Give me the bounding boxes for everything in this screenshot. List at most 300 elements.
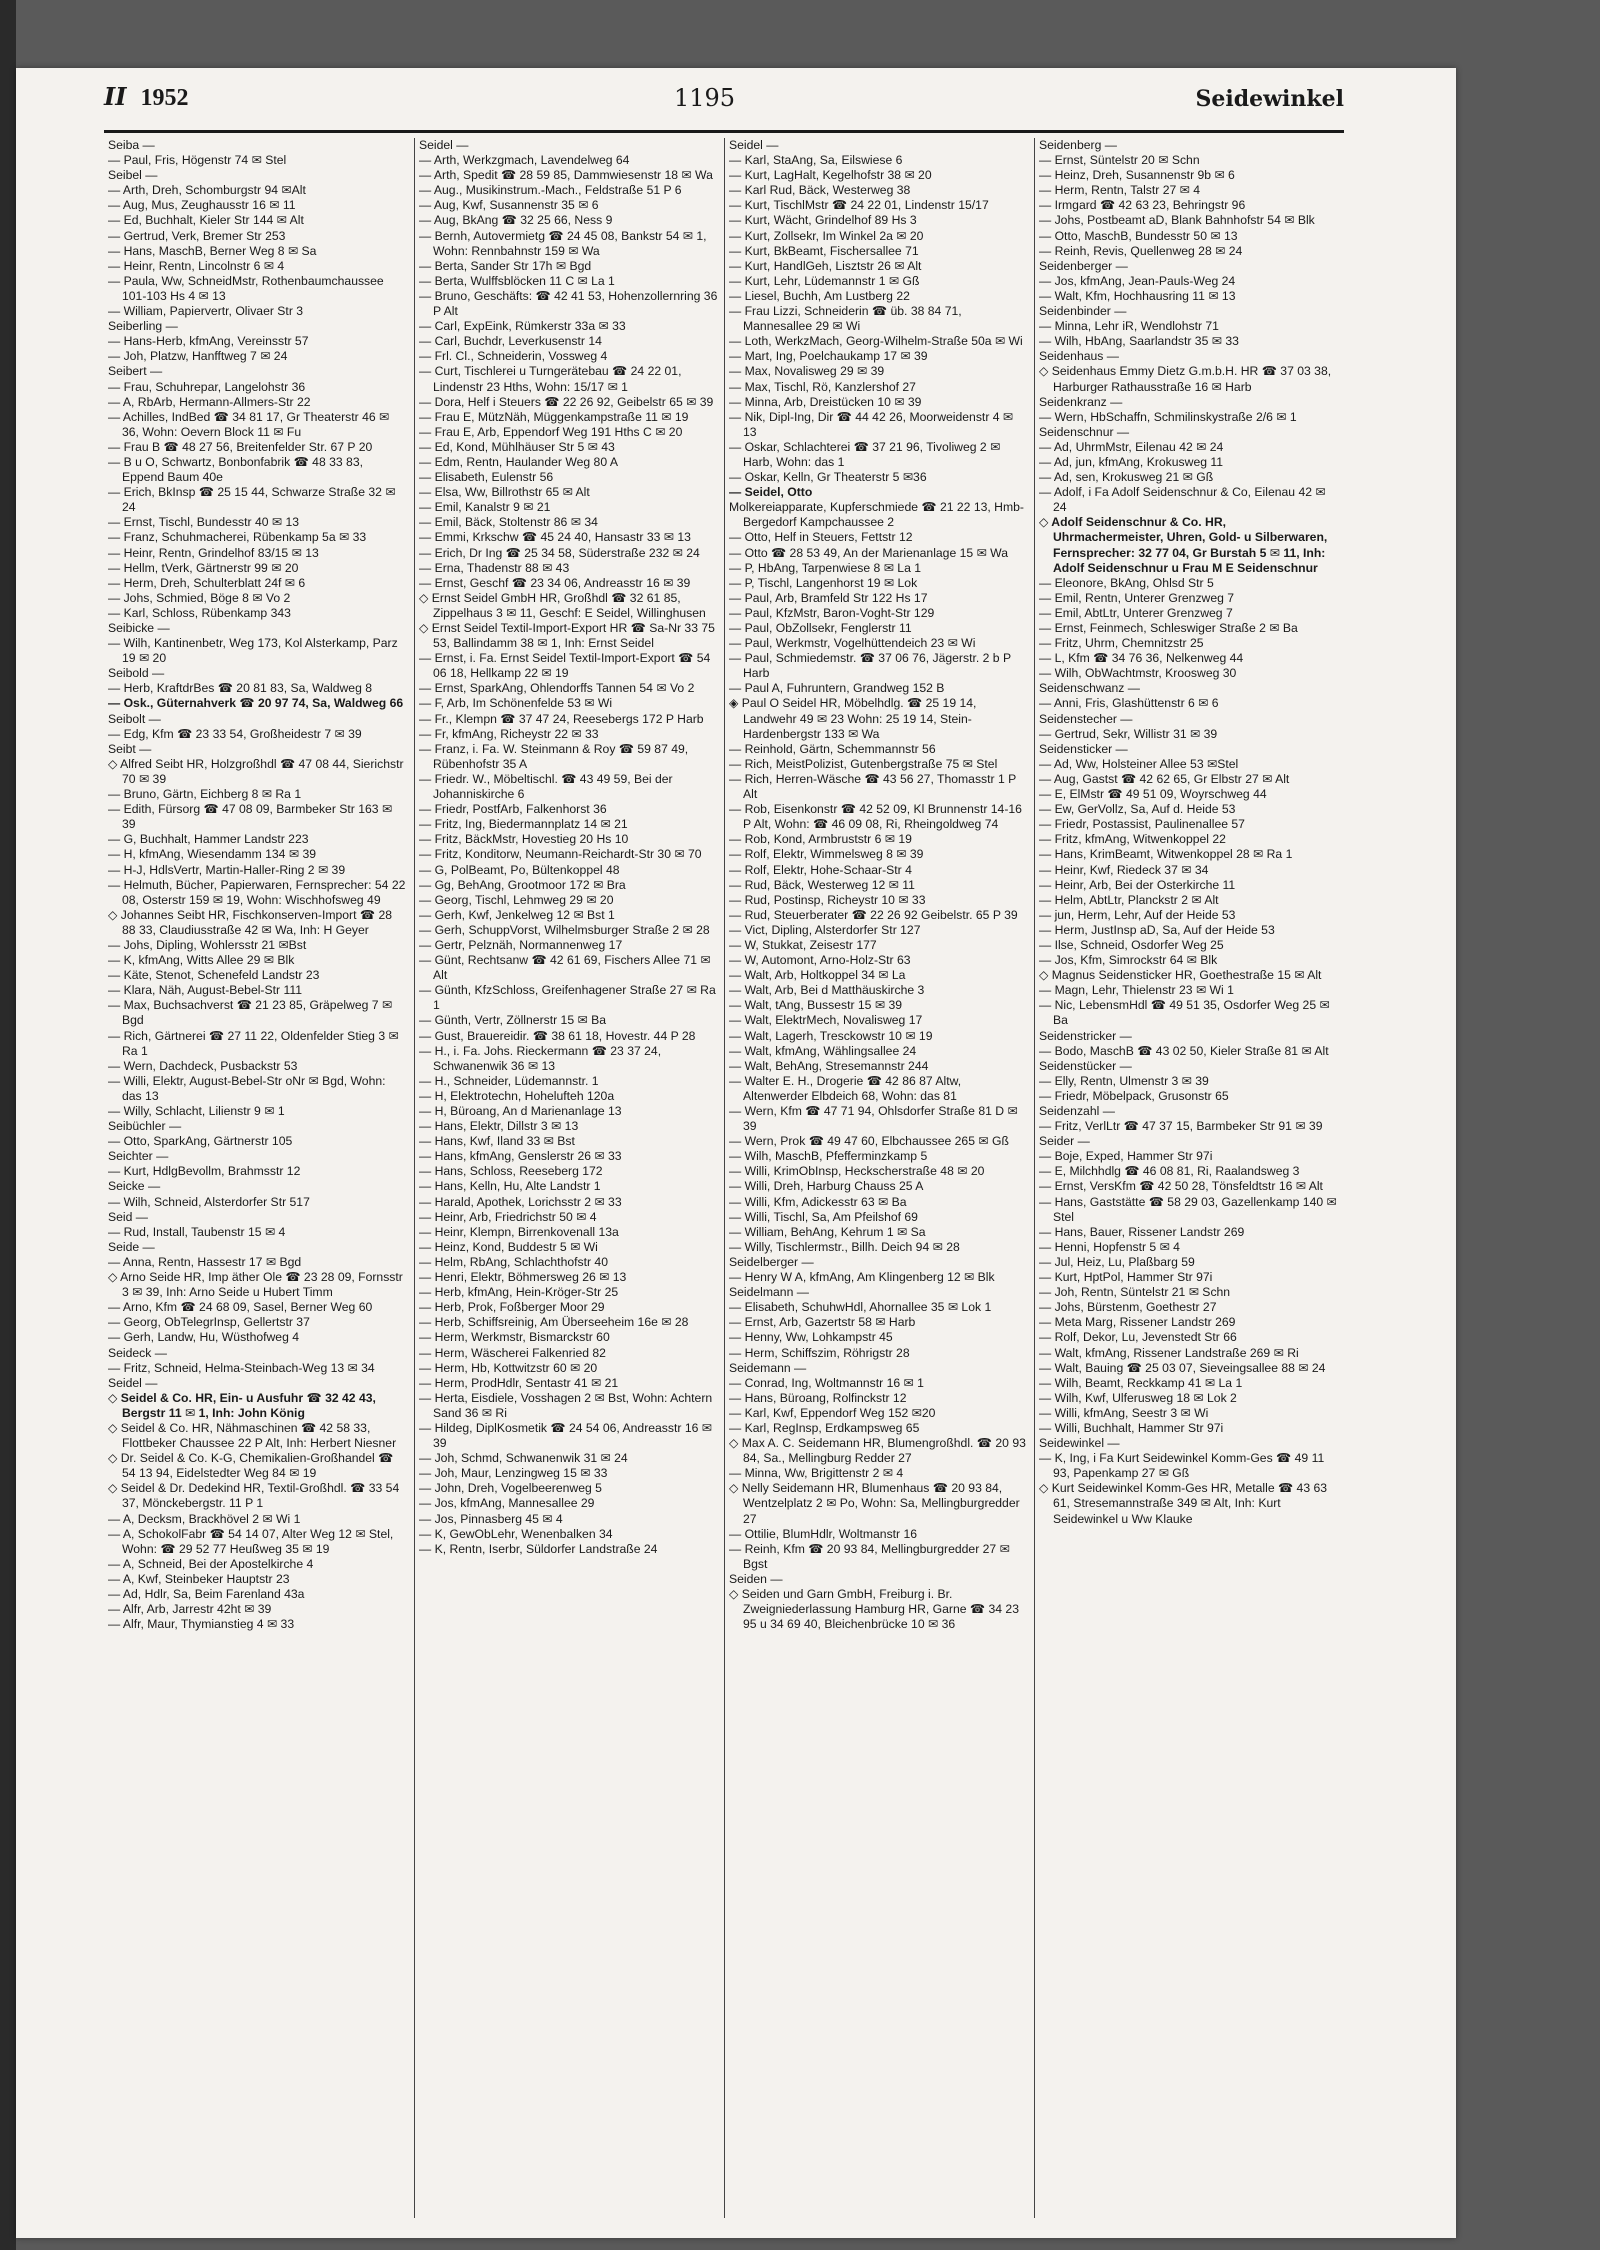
surname-heading: Seiberling — [108,319,178,334]
directory-entry: — Harald, Apothek, Lorichsstr 2 ✉ 33 [419,1194,622,1209]
surname-heading: Seibold — [108,666,165,681]
directory-entry: — Klara, Näh, August-Bebel-Str 111 [108,983,302,998]
directory-entry: ◇ Alfred Seibt HR, Holzgroßhdl ☎ 47 08 44, Sierichstr 70 ✉ 39 [108,756,404,786]
directory-entry: — Herm, Dreh, Schulterblatt 24f ✉ 6 [108,575,306,590]
directory-entry: — Fr., Klempn ☎ 37 47 24, Reesebergs 172 P Harb [419,711,704,726]
directory-entry: — Hans, Schloss, Reeseberg 172 [419,1164,603,1179]
directory-entry: — Ad, Hdlr, Sa, Beim Farenland 43a [108,1587,305,1601]
directory-entry: — G, PolBeamt, Po, Bültenkoppel 48 [419,862,620,877]
directory-entry: — Aug, Kwf, Susannenstr 35 ✉ 6 [419,198,599,213]
surname-heading: Seibüchler — [108,1119,182,1134]
directory-entry: — Otto, MaschB, Bundesstr 50 ✉ 13 [1039,228,1238,243]
directory-entry: — A, Kwf, Steinbeker Hauptstr 23 [108,1571,290,1586]
directory-entry: — Rolf, Elektr, Wimmelsweg 8 ✉ 39 [729,847,924,862]
directory-entry: — Wern, HbSchaffn, Schmilinskystraße 2/6 ✉ 1 [1039,409,1297,424]
directory-entry: — Kurt, HdlgBevollm, Brahmsstr 12 [108,1164,301,1179]
directory-entry: — Kurt, HandlGeh, Lisztstr 26 ✉ Alt [729,258,922,273]
surname-heading: Seidelberger — [729,1254,814,1269]
directory-entry: — Günth, Vertr, Zöllnerstr 15 ✉ Ba [419,1013,607,1028]
directory-entry: — Wern, Dachdeck, Pusbackstr 53 [108,1058,298,1073]
directory-entry: — Wilh, ObWachtmstr, Krooswеg 30 [1039,666,1237,681]
surname-heading: Seidenberg — [1039,138,1117,152]
page-number: 1195 [674,84,736,112]
directory-entry: — Wilh, Schneid, Alsterdorfer Str 517 [108,1194,310,1209]
directory-entry: — Minna, Ww, Brigittenstr 2 ✉ 4 [729,1466,904,1481]
directory-entry: — Willy, Tischlermstr., Billh. Deich 94 ✉ 28 [729,1239,960,1254]
directory-entry: — Carl, ExpEink, Rümkerstr 33a ✉ 33 [419,319,626,334]
directory-entry: — Ernst, Geschf ☎ 23 34 06, Andreasstr 16 ✉ 39 [419,575,691,590]
directory-entry: — Johs, Schmied, Böge 8 ✉ Vo 2 [108,590,291,605]
directory-entry: — Friedr, PostfArb, Falkenhorst 36 [419,802,607,817]
directory-entry: — Nic, LebensmHdl ☎ 49 51 35, Osdorfer Weg 25 ✉ Ba [1039,998,1330,1028]
directory-entry: — Kurt, Lehr, Lüdemannstr 1 ✉ Gß [729,273,920,288]
directory-entry: — Willy, Schlacht, Lilienstr 9 ✉ 1 [108,1104,285,1118]
directory-entry: — Jos, Kfm, Simrockstr 64 ✉ Blk [1039,953,1218,968]
directory-entry: — Willi, kfmAng, Seestr 3 ✉ Wi [1039,1405,1209,1420]
surname-heading: Seibel — [108,168,158,183]
directory-entry: — Edm, Rentn, Haulander Weg 80 A [419,454,618,469]
directory-entry: — Mart, Ing, Poelchaukamp 17 ✉ 39 [729,349,928,364]
volume-label: II [104,82,127,111]
directory-entry: — Paul, Arb, Bramfeld Str 122 Hs 17 [729,590,928,605]
directory-entry: — John, Dreh, Vogelbeerenweg 5 [419,1481,602,1496]
directory-entry: — Arno, Kfm ☎ 24 68 09, Sasel, Berner Weg 60 [108,1300,373,1315]
directory-entry: — Hans, Elektr, Dillstr 3 ✉ 13 [419,1119,579,1134]
directory-entry: — Ew, GerVollz, Sa, Auf d. Heide 53 [1039,802,1236,817]
directory-entry: — Fritz, VerlLtr ☎ 47 37 15, Barmbeker Str 91 ✉ 39 [1039,1119,1323,1134]
directory-entry: — Conrad, Ing, Woltmannstr 16 ✉ 1 [729,1375,924,1390]
directory-entry: — Hans, Kelln, Hu, Alte Landstr 1 [419,1179,601,1194]
directory-entry: ◇ Johannes Seibt HR, Fischkonserven-Import ☎ 28 88 33, Claudiusstraße 42 ✉ Wa, Inh: H Geyer [108,907,392,937]
directory-entry: — Osk., Güternahverk ☎ 20 97 74, Sa, Waldweg 66 [108,696,404,711]
directory-entry: — Paul, Fris, Högenstr 74 ✉ Stel [108,153,287,168]
directory-entry: — Aug, BkAng ☎ 32 25 66, Ness 9 [419,213,613,228]
directory-entry: — Oskar, Schlachterei ☎ 37 21 96, Tivoliweg 2 ✉ Harb, Wohn: das 1 [729,439,1001,469]
surname-heading: Seibicke — [108,621,170,635]
directory-entry: — K, kfmAng, Witts Allee 29 ✉ Blk [108,953,295,968]
directory-entry: — Kurt, LagHalt, Kegelhofstr 38 ✉ 20 [729,168,932,183]
directory-entry: ◇ Seiden und Garn GmbH, Freiburg i. Br. Zweigniederlassung Hamburg HR, Garne ☎ 34 23 95 u 34 69 40, Bleichenbrücke 10 ✉ 36 [729,1587,1019,1632]
directory-entry: — Ottilie, BlumHdlr, Woltmanstr 16 [729,1526,918,1541]
directory-entry: — Jos, Pinnasberg 45 ✉ 4 [419,1511,563,1526]
directory-entry: — Emil, Kanalstr 9 ✉ 21 [419,500,551,515]
directory-entry: — W, Stukkat, Zeisestr 177 [729,937,877,952]
directory-entry: — Ed, Buchhalt, Kieler Str 144 ✉ Alt [108,213,304,228]
directory-entry: ◇ Kurt Seidewinkel Komm-Ges HR, Metalle ☎ 43 63 61, Stresemannstraße 349 ✉ Alt, Inh: Kurt Seidewinkel u Ww Klauke [1039,1481,1328,1526]
directory-entry: — Max, Novalisweg 29 ✉ 39 [729,364,885,379]
directory-entry: ◇ Seidel & Co. HR, Ein- u Ausfuhr ☎ 32 42 43, Bergstr 11 ✉ 1, Inh: John König [108,1390,376,1420]
directory-entry: — Walt, Arb, Holtkoppel 34 ✉ La [729,968,906,983]
directory-entry: — Willi, Buchhalt, Hammer Str 97i [1039,1420,1224,1435]
directory-entry: — Paul, Werkmstr, Vogelhüttendeich 23 ✉ Wi [729,636,976,651]
directory-entry: — Walter E. H., Drogerie ☎ 42 86 87 Altw, Altenwerder Elbdeich 68, Wohn: das 81 [729,1073,962,1103]
directory-entry: — Hans, KrimBeamt, Witwenkoppel 28 ✉ Ra 1 [1039,847,1293,862]
directory-entry: — Helm, AbtLtr, Planckstr 2 ✉ Alt [1039,892,1219,907]
directory-entry: — Walt, Bauing ☎ 25 03 07, Sieveingsallee 88 ✉ 24 [1039,1360,1326,1375]
directory-entry: — Fritz, kfmAng, Witwenkoppel 22 [1039,832,1226,847]
directory-entry: — Hans-Herb, kfmAng, Vereinsstr 57 [108,334,309,349]
header-rule [104,130,1344,133]
directory-entry: — Willi, Dreh, Harburg Chauss 25 A [729,1179,924,1194]
directory-entry: — A, RbArb, Hermann-Allmers-Str 22 [108,394,311,409]
directory-entry: — Walt, tAng, Bussestr 15 ✉ 39 [729,998,903,1013]
directory-entry: — Paula, Ww, SchneidMstr, Rothenbaumchaussee 101-103 Hs 4 ✉ 13 [108,273,384,303]
directory-entry: — Anni, Fris, Glashüttenstr 6 ✉ 6 [1039,696,1219,711]
directory-entry: — Eleonore, BkAng, Ohlsd Str 5 [1039,575,1214,590]
surname-heading: Seid — [108,1209,148,1224]
directory-entry: — Alfr, Maur, Thymianstieg 4 ✉ 33 [108,1617,295,1632]
directory-entry: — Ernst, Süntelstr 20 ✉ Schn [1039,153,1200,168]
directory-entry: — Gust, Brauereidir. ☎ 38 61 18, Hovestr. 44 P 28 [419,1028,696,1043]
directory-entry: — Arth, Spedit ☎ 28 59 85, Dammwiesenstr 18 ✉ Wa [419,168,713,183]
directory-entry: — Magn, Lehr, Thielenstr 23 ✉ Wi 1 [1039,983,1234,998]
directory-entry: — A, SchokolFabr ☎ 54 14 07, Alter Weg 12 ✉ Stel, Wohn: ☎ 29 52 77 Heußweg 35 ✉ 19 [108,1526,394,1556]
directory-entry: — Willi, Tischl, Sa, Am Pfeilshof 69 [729,1209,918,1224]
directory-entry: — Johs, Bürstenm, Goethestr 27 [1039,1300,1217,1315]
directory-entry: — Gertrud, Sekr, Willistr 31 ✉ 39 [1039,726,1218,741]
surname-heading: Seidenstricker — [1039,1028,1132,1043]
directory-entry: — Käte, Stenot, Schenefeld Landstr 23 [108,968,320,983]
directory-entry: — K, Ing, i Fa Kurt Seidewinkel Komm-Ges ☎ 49 11 93, Papenkamp 27 ✉ Gß [1039,1451,1325,1481]
directory-entry: — Curt, Tischlerei u Turngerätebau ☎ 24 22 01, Lindenstr 23 Hths, Wohn: 15/17 ✉ 1 [419,364,682,394]
directory-entry: ◇ Max A. C. Seidemann HR, Blumengroßhdl. ☎ 20 93 84, Sa., Mellingburg Redder 27 [729,1436,1026,1466]
section-running-head: Seidewinkel [1195,86,1344,112]
directory-entry: — Rich, MeistPolizist, Gutenbergstraße 75 ✉ Stel [729,756,998,771]
directory-entry: — Jos, kfmAng, Jean-Pauls-Weg 24 [1039,273,1236,288]
directory-entry: — Johs, Postbeamt aD, Blank Bahnhofstr 54 ✉ Blk [1039,213,1315,228]
directory-entry: ◇ Seidenhaus Emmy Dietz G.m.b.H. HR ☎ 37 03 38, Harburger Rathausstraße 16 ✉ Harb [1039,364,1332,394]
directory-entry: ◇ Nelly Seidemann HR, Blumenhaus ☎ 20 93 84, Wentzelplatz 2 ✉ Po, Wohn: Sa, Mellingburgredder 27 [729,1481,1020,1526]
directory-entry: Molkereiapparate, Kupferschmiede ☎ 21 22 13, Hmb-Bergedorf Kampchaussee 2 [729,500,1024,530]
directory-entry: — Joh, Maur, Lenzingweg 15 ✉ 33 [419,1466,608,1481]
directory-entry: — Hans, Kwf, Iland 33 ✉ Bst [419,1134,575,1149]
directory-entry: — Ernst, Arb, Gazertstr 58 ✉ Harb [729,1315,916,1330]
directory-entry: — Oskar, Kelln, Gr Theaterstr 5 ✉36 [729,470,927,485]
directory-entry: — Heinz, Dreh, Susannenstr 9b ✉ 6 [1039,168,1235,183]
directory-entry: — Heinr, Klempn, Birrenkovenall 13a [419,1224,619,1239]
directory-entry: — Seidel, Otto [729,485,813,500]
directory-entry: — Arth, Werkzgmach, Lavendelweg 64 [419,153,630,168]
directory-entry: — Georg, ObTelegrInsp, Gellertstr 37 [108,1315,310,1330]
directory-entry: — Gerh, Kwf, Jenkelweg 12 ✉ Bst 1 [419,907,615,922]
directory-entry: ◈ Paul O Seidel HR, Möbelhdlg. ☎ 25 19 14, Landwehr 49 ✉ 23 Wohn: 25 19 14, Stein-Hardenbergstr 133 ✉ Wa [729,696,977,741]
surname-heading: Seidemann — [729,1360,807,1375]
directory-entry: — Dora, Helf i Steuers ☎ 22 26 92, Geibelstr 65 ✉ 39 [419,394,714,409]
directory-entry: — Friedr, Postassist, Paulinenallee 57 [1039,817,1245,832]
directory-entry: — P, Tischl, Langenhorst 19 ✉ Lok [729,575,918,590]
directory-entry: — Hans, Büroang, Rolfinckstr 12 [729,1390,907,1405]
directory-entry: — William, Papiervertr, Olivaer Str 3 [108,304,304,319]
directory-entry: — Irmgard ☎ 42 63 23, Behringstr 96 [1039,198,1246,213]
directory-entry: — Herm, Rentn, Talstr 27 ✉ 4 [1039,183,1201,198]
directory-entry: — Hans, Gaststätte ☎ 58 29 03, Gazellenkamp 140 ✉ Stel [1039,1194,1337,1224]
directory-entry: — Ad, sen, Krokusweg 21 ✉ Gß [1039,470,1214,485]
surname-heading: Seidel — [108,1375,158,1390]
directory-entry: — Gertrud, Verk, Bremer Str 253 [108,228,286,243]
directory-entry: — Wern, Prok ☎ 49 47 60, Elbchaussee 265 ✉ Gß [729,1134,1009,1149]
surname-heading: Seibt — [108,741,152,756]
directory-entry: — Heinr, Rentn, Lincolnstr 6 ✉ 4 [108,258,285,273]
directory-entry: — Herb, KraftdrBes ☎ 20 81 83, Sa, Waldweg 8 [108,681,373,696]
directory-entry: — Wilh, Kantinenbetr, Weg 173, Kol Alsterkamp, Parz 19 ✉ 20 [108,636,398,666]
surname-heading: Seidenstücker — [1039,1058,1132,1073]
directory-entry: — Gerh, Landw, Hu, Wüsthofweg 4 [108,1330,300,1345]
directory-entry: — Friedr, Möbelpack, Grusonstr 65 [1039,1088,1229,1103]
directory-entry: — Walt, Kfm, Hochhausring 11 ✉ 13 [1039,288,1236,303]
directory-entry: — L, Kfm ☎ 34 76 36, Nelkenweg 44 [1039,651,1244,666]
column-2 [414,138,724,2218]
directory-entry: — Karl, RegInsp, Erdkampsweg 65 [729,1420,920,1435]
directory-entry: — K, GewObLehr, Wenenbalken 34 [419,1526,613,1541]
directory-entry: — Hans, kfmAng, Genslerstr 26 ✉ 33 [419,1149,622,1164]
directory-entry: — A, Schneid, Bei der Apostelkirche 4 [108,1556,314,1571]
directory-entry: — Frl. Cl., Schneiderin, Vossweg 4 [419,349,608,364]
directory-entry: — Fritz, Schneid, Helma-Steinbach-Weg 13 ✉ 34 [108,1360,375,1375]
directory-entry: — Günth, KfzSchloss, Greifenhagener Straße 27 ✉ Ra 1 [419,983,716,1013]
directory-entry: — Reinh, Revis, Quellenweg 28 ✉ 24 [1039,243,1243,258]
directory-entry: — Karl, Kwf, Eppendorf Weg 152 ✉20 [729,1405,936,1420]
surname-heading: Seiden — [729,1571,783,1586]
book-binding-edge [0,0,16,2250]
directory-entry: — Joh, Rentn, Süntelstr 21 ✉ Schn [1039,1285,1231,1300]
directory-entry: — Rob, Kond, Armbruststr 6 ✉ 19 [729,832,912,847]
directory-entry: — Ernst, Feinmech, Schleswiger Straße 2 ✉ Ba [1039,621,1298,635]
directory-entry: — Alfr, Arb, Jarrestr 42ht ✉ 39 [108,1602,272,1617]
directory-entry: — H, Elektrotechn, Hohelufteh 120a [419,1088,615,1103]
directory-entry: — Gertr, Pelznäh, Normannenweg 17 [419,937,623,952]
directory-entry: — Ad, jun, kfmAng, Krokusweg 11 [1039,454,1224,469]
surname-heading: Seideck — [108,1345,167,1360]
directory-entry: — Willi, Elektr, August-Bebel-Str oNr ✉ Bgd, Wohn: das 13 [108,1073,386,1103]
directory-entry: — Liesel, Buchh, Am Lustberg 22 [729,288,910,303]
directory-entry: — Herm, ProdHdlr, Sentastr 41 ✉ 21 [419,1375,619,1390]
surname-heading: Seiba — [108,138,155,152]
surname-heading: Seider — [1039,1134,1090,1149]
directory-entry: — Kurt, TischlMstr ☎ 24 22 01, Lindenstr 15/17 [729,198,989,213]
directory-entry: — Wern, Kfm ☎ 47 71 94, Ohlsdorfer Straße 81 D ✉ 39 [729,1104,1018,1134]
directory-entry: — Fritz, BäckMstr, Hovestieg 20 Hs 10 [419,832,629,847]
directory-entry: — H, kfmAng, Wiesendamm 134 ✉ 39 [108,847,316,862]
directory-entry: — Frau E, MützNäh, Müggenkampstraße 11 ✉ 19 [419,409,689,424]
directory-entry: — Ad, Ww, Holsteiner Allee 53 ✉Stel [1039,756,1239,771]
directory-entry: — H., Schneider, Lüdemannstr. 1 [419,1073,599,1088]
directory-entry: — Frau B ☎ 48 27 56, Breitenfelder Str. 67 P 20 [108,439,373,454]
directory-entry: — Walt, kfmAng, Rissener Landstraße 269 ✉ Ri [1039,1345,1299,1360]
directory-entry: — Anna, Rentn, Hassestr 17 ✉ Bgd [108,1254,302,1269]
directory-entry: ◇ Seidel & Co. HR, Nähmaschinen ☎ 42 58 33, Flottbeker Chaussee 22 P Alt, Inh: Herbert Niesner [108,1420,397,1451]
directory-entry: — Rolf, Elektr, Hohe-Schaar-Str 4 [729,862,912,877]
directory-entry: — Kurt, Wächt, Grindelhof 89 Hs 3 [729,213,917,228]
directory-entry: — F, Arb, Im Schönenfelde 53 ✉ Wi [419,696,613,711]
directory-entry: — Paul, Schmiedemstr. ☎ 37 06 76, Jägerstr. 2 b P Harb [729,651,1011,681]
directory-entry: ◇ Dr. Seidel & Co. K-G, Chemikalien-Großhandel ☎ 54 13 94, Eidelstedter Weg 84 ✉ 19 [108,1451,394,1481]
directory-entry: — Hans, Bauer, Rissener Landstr 269 [1039,1224,1245,1239]
directory-entry: — Jul, Heiz, Lu, Plaßbarg 59 [1039,1254,1195,1269]
directory-entry: — Hans, MaschB, Berner Weg 8 ✉ Sa [108,243,317,258]
directory-entry: — K, Rentn, Iserbr, Süldorfer Landstraße 24 [419,1541,658,1556]
surname-heading: Seibolt — [108,711,161,726]
directory-entry: — Franz, Schuhmacherei, Rübenkamp 5a ✉ 33 [108,530,367,545]
directory-entry: — Karl, StaAng, Sa, Eilswiese 6 [729,153,903,168]
directory-entry: — Erna, Thadenstr 88 ✉ 43 [419,560,570,575]
directory-entry: — Loth, WerkzMach, Georg-Wilhelm-Straße 50a ✉ Wi [729,334,1023,349]
directory-entry: ◇ Arno Seide HR, Imp äther Ole ☎ 23 28 09, Fornsstr 3 ✉ 39, Inh: Arno Seide u Hubert Timm [108,1270,403,1300]
directory-entry: — Paul, KfzMstr, Baron-Voght-Str 129 [729,605,935,620]
directory-entry: — Hildeg, DiplKosmetik ☎ 24 54 06, Andreasstr 16 ✉ 39 [419,1420,712,1451]
directory-entry: — Walt, BehAng, Stresemannstr 244 [729,1058,929,1073]
surname-heading: Seidelmann — [729,1285,809,1300]
directory-entry: — Achilles, IndBed ☎ 34 81 17, Gr Theaterstr 46 ✉ 36, Wohn: Oevern Block 11 ✉ Fu [108,409,390,439]
directory-entry: — Max, Buchsachverst ☎ 21 23 85, Gräpelweg 7 ✉ Bgd [108,998,393,1028]
directory-entry: — Hellm, tVerk, Gärtnerstr 99 ✉ 20 [108,560,299,575]
directory-entry: — Helm, RbAng, Schlachthofstr 40 [419,1254,608,1269]
directory-entry: — Karl Rud, Bäck, Westerweg 38 [729,183,911,198]
directory-entry: — Ad, UhrmMstr, Eilenau 42 ✉ 24 [1039,439,1224,454]
directory-entry: — Willi, KrimObInsp, Heckscherstraße 48 ✉ 20 [729,1164,985,1179]
directory-entry: — Walt, ElektrMech, Novalisweg 17 [729,1013,923,1028]
directory-entry: — Minna, Arb, Dreistücken 10 ✉ 39 [729,394,922,409]
directory-entry: — E, Milchhdlg ☎ 46 08 81, Ri, Raalandsweg 3 [1039,1164,1300,1179]
directory-entry: — Friedr. W., Möbeltischl. ☎ 43 49 59, Bei der Johanniskirche 6 [419,771,673,802]
directory-entry: — H., i. Fa. Johs. Rieckermann ☎ 23 37 24, Schwanenwik 36 ✉ 13 [419,1043,662,1073]
directory-entry: — Frau E, Arb, Eppendorf Weg 191 Hths C ✉ 20 [419,424,683,439]
surname-heading: Seide — [108,1239,155,1254]
directory-entry: — Heinz, Kond, Buddestr 5 ✉ Wi [419,1239,598,1254]
directory-entry: — Bernh, Autovermietg ☎ 24 45 08, Bankstr 54 ✉ 1, Wohn: Rennbahnstr 159 ✉ Wa [419,228,707,258]
directory-entry: — Berta, Sander Str 17h ✉ Bgd [419,258,592,273]
directory-entry: — Frau, Schuhrepar, Langelohstr 36 [108,379,306,394]
directory-entry: — Wilh, Kwf, Ulferusweg 18 ✉ Lok 2 [1039,1390,1237,1405]
directory-entry: — Rich, Herren-Wäsche ☎ 43 56 27, Thomasstr 1 P Alt [729,771,1017,802]
directory-entry: — Wilh, MaschB, Pfefferminzkamp 5 [729,1149,928,1164]
directory-entry: — Helmuth, Bücher, Papierwaren, Fernsprecher: 54 22 08, Osterstr 159 ✉ 19, Wohn: Wischhofsweg 49 [108,877,406,907]
directory-entry: — Kurt, BkBeamt, Fischersallee 71 [729,243,919,258]
surname-heading: Seidenstecher — [1039,711,1133,726]
directory-entry: — Aug, Gastst ☎ 42 62 65, Gr Elbstr 27 ✉ Alt [1039,771,1290,786]
directory-entry: — Paul, ObZollsekr, Fenglerstr 11 [729,621,912,635]
directory-entry: — Fritz, Konditorw, Neumann-Reichardt-Str 30 ✉ 70 [419,847,702,862]
directory-entry: — Wilh, Beamt, Reckkamp 41 ✉ La 1 [1039,1375,1243,1390]
directory-entry: ◇ Magnus Seidensticker HR, Goethestraße 15 ✉ Alt [1039,968,1322,983]
directory-entry: — Rud, Steuerberater ☎ 22 26 92 Geibelstr. 65 P 39 [729,907,1018,922]
directory-entry: ◇ Adolf Seidenschnur & Co. HR, Uhrmachermeister, Uhren, Gold- u Silberwaren, Fernsprecher: 32 77 04, Gr Burstah 5 ✉ 11, Inh: Adolf Seidenschnur u Frau M E Seidenschnur [1039,515,1328,575]
year-label: 1952 [140,85,189,111]
directory-entry: — Rud, Postinsp, Richeystr 10 ✉ 33 [729,892,926,907]
directory-entry: — Rolf, Dekor, Lu, Jevenstedt Str 66 [1039,1330,1237,1345]
directory-entry: — Max, Tischl, Rö, Kanzlershof 27 [729,379,916,394]
directory-entry: — Henri, Elektr, Böhmersweg 26 ✉ 13 [419,1270,627,1285]
directory-entry: — Aug., Musikinstrum.-Mach., Feldstraße 51 P 6 [419,183,682,198]
directory-entry: — Jos, kfmAng, Mannesallee 29 [419,1496,595,1511]
surname-heading: Seidenschnur — [1039,424,1130,439]
directory-entry: — Berta, Wulffsblöcken 11 C ✉ La 1 [419,273,615,288]
directory-entry: — Erich, Dr Ing ☎ 25 34 58, Süderstraße 232 ✉ 24 [419,545,700,560]
directory-entry: — Henni, Hopfenstr 5 ✉ 4 [1039,1239,1180,1254]
directory-entry: — Arth, Dreh, Schomburgstr 94 ✉Alt [108,183,306,198]
directory-entry: — G, Buchhalt, Hammer Landstr 223 [108,832,309,847]
directory-columns [104,138,1344,2218]
directory-entry: — Gg, BehAng, Grootmoor 172 ✉ Bra [419,877,626,892]
directory-entry: — E, ElMstr ☎ 49 51 09, Woyrschweg 44 [1039,787,1267,802]
directory-entry: — Boje, Exped, Hammer Str 97i [1039,1149,1213,1164]
directory-entry: — Ernst, Tischl, Bundesstr 40 ✉ 13 [108,515,300,530]
directory-entry: — Rud, Install, Taubenstr 15 ✉ 4 [108,1224,286,1239]
directory-entry: — Gerh, SchuppVorst, Wilhelmsburger Straße 2 ✉ 28 [419,922,710,937]
directory-entry: — Carl, Buchdr, Leverkusenstr 14 [419,334,602,349]
directory-entry: — Elsa, Ww, Billrothstr 65 ✉ Alt [419,485,590,500]
directory-entry: — Aug, Mus, Zeughausstr 16 ✉ 11 [108,198,296,213]
surname-heading: Seidensticker — [1039,741,1128,756]
directory-entry: — Emil, Bäck, Stoltenstr 86 ✉ 34 [419,515,598,530]
directory-entry: — Reinh, Kfm ☎ 20 93 84, Mellingburgredder 27 ✉ Bgst [729,1541,1010,1571]
directory-entry: — Ernst, VersKfm ☎ 42 50 28, Tönsfeldtstr 16 ✉ Alt [1039,1179,1323,1194]
directory-entry: — Fritz, Uhrm, Chemnitzstr 25 [1039,636,1204,651]
directory-entry: — Herb, kfmAng, Hein-Kröger-Str 25 [419,1285,619,1300]
directory-entry: — Heinr, Arb, Friedrichstr 50 ✉ 4 [419,1209,597,1224]
directory-entry: — P, HbAng, Tarpenwiese 8 ✉ La 1 [729,560,922,575]
directory-entry: — Henny, Ww, Lohkampstr 45 [729,1330,893,1345]
directory-entry: — Ed, Kond, Mühlhäuser Str 5 ✉ 43 [419,439,615,454]
directory-entry: — Walt, Arb, Bei d Matthäuskirche 3 [729,983,925,998]
directory-entry: — Elisabeth, Eulenstr 56 [419,470,554,485]
directory-entry: — Walt, kfmAng, Wählingsallee 24 [729,1043,917,1058]
directory-entry: — Otto, Helf in Steuers, Fettstr 12 [729,530,913,545]
directory-entry: — Emmi, Krkschw ☎ 45 24 40, Hansastr 33 ✉ 13 [419,530,691,545]
column-3 [724,138,1034,2218]
directory-entry: — William, BehAng, Kehrum 1 ✉ Sa [729,1224,926,1239]
directory-entry: — Fritz, Ing, Biedermannplatz 14 ✉ 21 [419,817,628,832]
directory-entry: — Nik, Dipl-Ing, Dir ☎ 44 42 26, Moorweidenstr 4 ✉ 13 [729,409,1014,439]
directory-entry: — Rob, Eisenkonstr ☎ 42 52 09, Kl Brunnenstr 14-16 P Alt, Wohn: ☎ 46 09 08, Ri, Rheingoldweg 74 [729,802,1022,832]
directory-entry: — Bruno, Gärtn, Eichberg 8 ✉ Ra 1 [108,787,302,802]
directory-entry: — Herta, Eisdiele, Vosshagen 2 ✉ Bst, Wohn: Achtern Sand 36 ✉ Ri [419,1390,713,1420]
directory-entry: — Emil, Rentn, Unterer Grenzweg 7 [1039,590,1235,605]
directory-entry: — Ernst, i. Fa. Ernst Seidel Textil-Import-Export ☎ 54 06 18, Hellkamp 22 ✉ 19 [419,651,711,681]
directory-entry: — Ilse, Schneid, Osdorfer Weg 25 [1039,937,1224,952]
directory-entry: ◇ Seidel & Dr. Dedekind HR, Textil-Großhdl. ☎ 33 54 37, Mönckebergstr. 11 P 1 [108,1481,400,1511]
directory-entry: — Herm, Schiffszim, Röhrigstr 28 [729,1345,910,1360]
surname-heading: Seidenschwanz — [1039,681,1140,696]
column-4 [1034,138,1344,2218]
directory-entry: — Günt, Rechtsanw ☎ 42 61 69, Fischers Allee 71 ✉ Alt [419,953,711,983]
directory-entry: — Edith, Fürsorg ☎ 47 08 09, Barmbeker Str 163 ✉ 39 [108,802,393,832]
directory-entry: — Rud, Bäck, Westerweg 12 ✉ 11 [729,877,915,892]
surname-heading: Seidenberger — [1039,258,1128,273]
directory-entry: — Henry W A, kfmAng, Am Klingenberg 12 ✉ Blk [729,1270,995,1285]
directory-entry: — Otto, SparkAng, Gärtnerstr 105 [108,1134,293,1149]
directory-entry: — Heinr, Arb, Bei der Osterkirche 11 [1039,877,1236,892]
directory-entry: — Walt, Lagerh, Tresckowstr 10 ✉ 19 [729,1028,933,1043]
page-header [104,82,1344,122]
directory-entry: — Otto ☎ 28 53 49, An der Marienanlage 15 ✉ Wa [729,545,1008,560]
volume-and-year [104,82,188,112]
directory-entry: — Edg, Kfm ☎ 23 33 54, Großheidestr 7 ✉ 39 [108,726,362,741]
directory-entry: — Vict, Dipling, Alsterdorfer Str 127 [729,922,921,937]
directory-entry: — Reinhold, Gärtn, Schemmannstr 56 [729,741,936,756]
directory-entry: — Joh, Schmd, Schwanenwik 31 ✉ 24 [419,1451,628,1466]
directory-entry: — Bruno, Geschäfts: ☎ 42 41 53, Hohenzollernring 36 P Alt [419,288,718,319]
directory-entry: — Emil, AbtLtr, Unterer Grenzweg 7 [1039,605,1233,620]
directory-entry: ◇ Ernst Seidel GmbH HR, Großhdl ☎ 32 61 85, Zippelhaus 3 ✉ 11, Geschf: E Seidel, Willinghusen [419,590,706,620]
directory-entry: — Heinr, Rentn, Grindelhof 83/15 ✉ 13 [108,545,319,560]
surname-heading: Seibert — [108,364,163,379]
directory-entry: — Karl, Schloss, Rübenkamp 343 [108,605,291,620]
directory-entry: — Herb, Schiffsreinig, Am Überseeheim 16e ✉ 28 [419,1315,689,1330]
directory-entry: — Johs, Dipling, Wohlersstr 21 ✉Bst [108,937,307,952]
directory-entry: — Elisabeth, SchuhwHdl, Ahornallee 35 ✉ Lok 1 [729,1300,992,1315]
surname-heading: Seidel — [729,138,779,152]
directory-entry: — Rich, Gärtnerei ☎ 27 11 22, Oldenfelder Stieg 3 ✉ Ra 1 [108,1028,399,1058]
